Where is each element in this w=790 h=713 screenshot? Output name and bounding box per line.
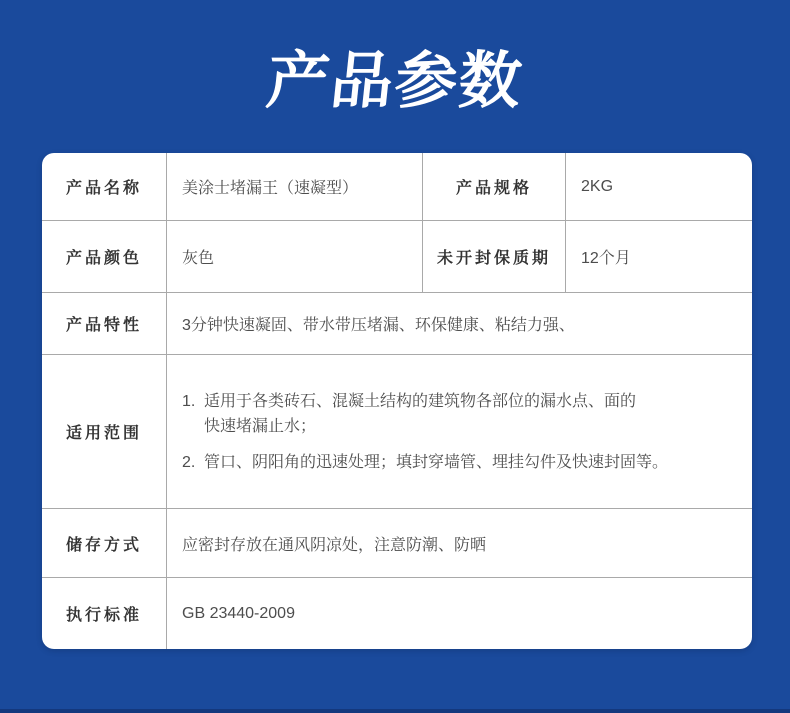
application-scope-item-1 — [182, 389, 636, 439]
page-title — [0, 46, 790, 118]
row1-value-product-spec: 2KG — [565, 153, 752, 220]
row2-value-shelf-life: 12个月 — [565, 220, 752, 292]
row6-value-executive-standard: GB 23440-2009 — [166, 577, 752, 649]
item-1-text: 适用于各类砖石、混凝土结构的建筑物各部位的漏水点、面的 快速堵漏止水； — [204, 392, 637, 435]
row2-label-product-color: 产品颜色 — [42, 220, 166, 292]
application-scope-item-2 — [182, 450, 668, 475]
row3-value-product-features: 3分钟快速凝固、带水带压堵漏、环保健康、粘结力强、 — [166, 292, 752, 354]
page-title-text: 产品参数 — [263, 47, 527, 116]
row3-label-product-features: 产品特性 — [42, 292, 166, 354]
item-1-number: 1. — [182, 392, 196, 410]
row1-value-product-name: 美涂士堵漏王（速凝型） — [166, 153, 422, 220]
row2-label-shelf-life: 未开封保质期 — [422, 220, 565, 292]
row5-label-storage-method: 储存方式 — [42, 508, 166, 577]
row5-value-storage-method: 应密封存放在通风阴凉处，注意防潮、防晒 — [166, 508, 752, 577]
row1-label-product-name: 产品名称 — [65, 180, 142, 197]
row6-label-executive-standard: 执行标准 — [42, 577, 166, 649]
row4-label-application-scope: 适用范围 — [42, 354, 166, 508]
row2-value-product-color: 灰色 — [166, 220, 422, 292]
row1-label-product-spec: 产品规格 — [422, 153, 565, 220]
row4-value-application-scope — [166, 354, 752, 508]
bottom-dark-strip — [0, 709, 790, 713]
product-parameters-card — [42, 153, 752, 649]
product-parameters-table — [42, 153, 752, 649]
item-2-text: 管口、阴阳角的迅速处理；填封穿墙管、埋挂勾件及快速封固等。 — [204, 453, 669, 471]
item-2-number: 2. — [182, 453, 196, 471]
